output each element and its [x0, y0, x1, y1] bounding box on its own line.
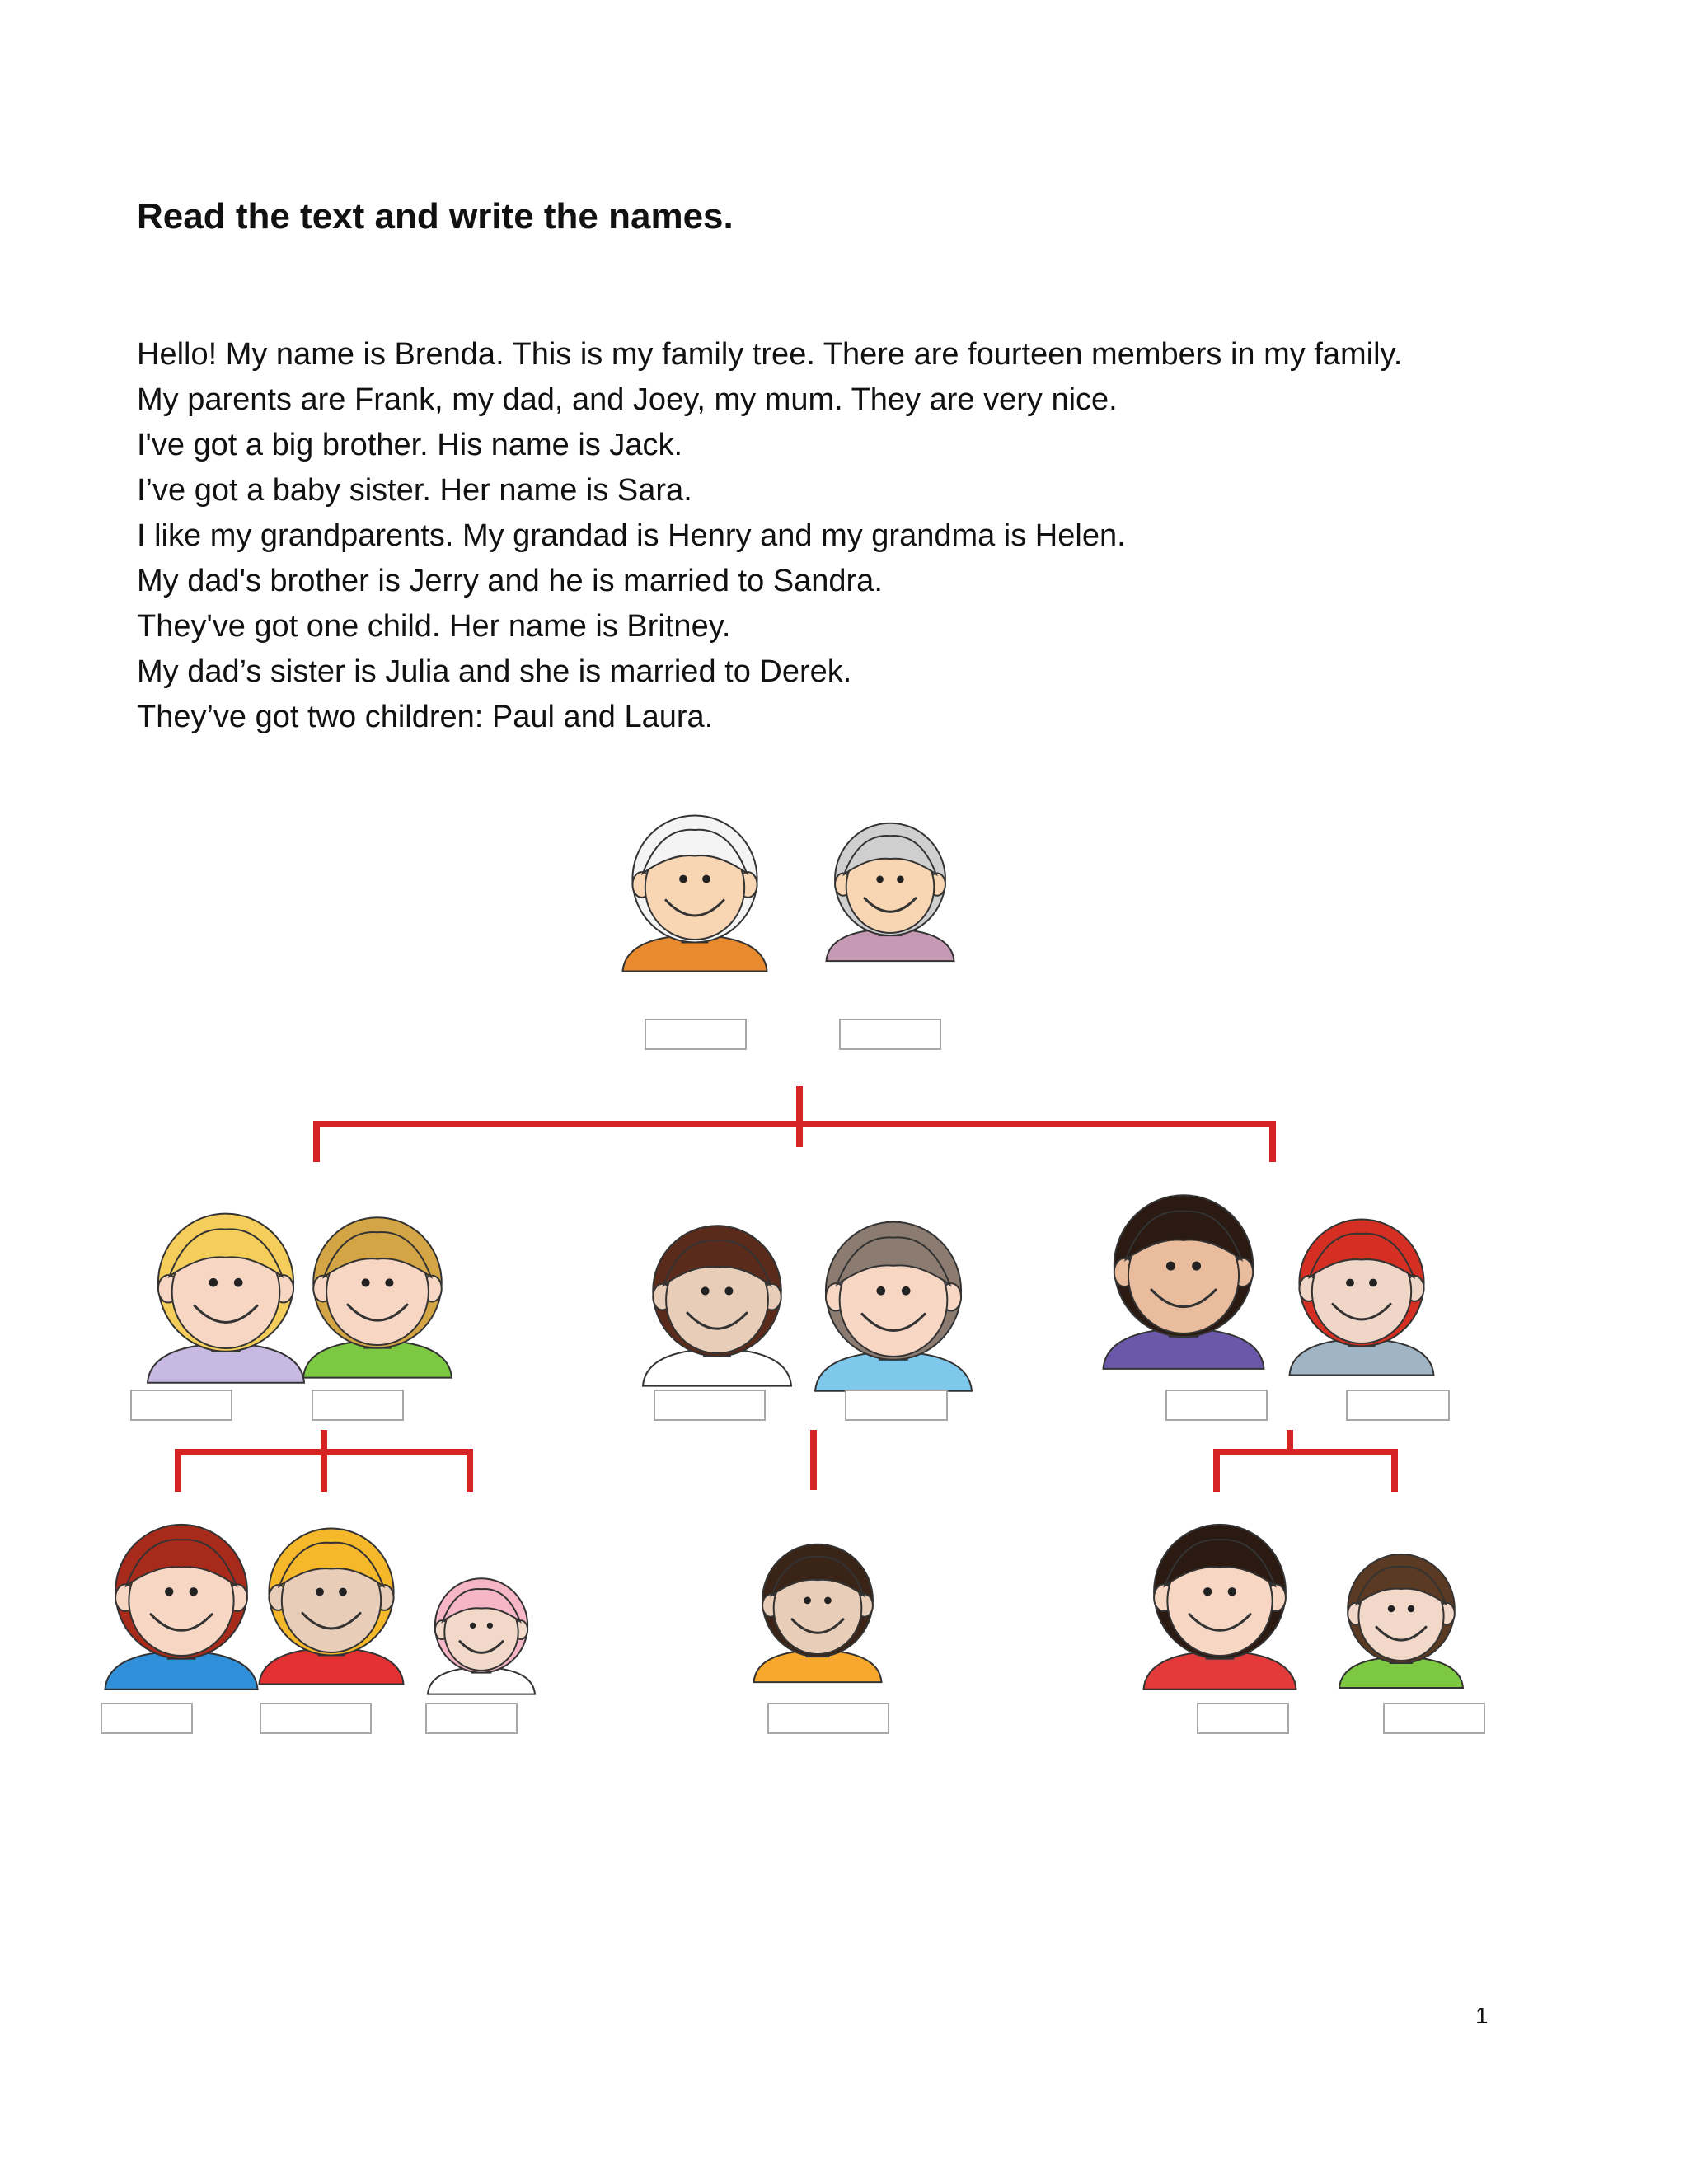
- eye-shape: [487, 1623, 493, 1629]
- worksheet-title: Read the text and write the names.: [137, 196, 734, 237]
- portrait-parent-woman-middle: [643, 1226, 791, 1385]
- story-line: Hello! My name is Brenda. This is my family tree. There are fourteen members in my family.: [137, 337, 1403, 372]
- story-line: My parents are Frank, my dad, and Joey, my mum. They are very nice.: [137, 382, 1118, 417]
- portrait-child-girl-middle: [754, 1544, 882, 1682]
- eye-shape: [190, 1587, 198, 1596]
- story-line: I've got a big brother. His name is Jack.: [137, 428, 683, 462]
- eye-shape: [1408, 1605, 1414, 1612]
- eye-shape: [209, 1278, 218, 1287]
- name-box-parent-woman-middle[interactable]: [654, 1390, 766, 1421]
- tree-portraits: [106, 816, 1464, 1694]
- eye-shape: [234, 1278, 243, 1287]
- eye-shape: [1192, 1262, 1201, 1271]
- name-box-child-boy-left[interactable]: [101, 1703, 193, 1734]
- eye-shape: [1388, 1605, 1395, 1612]
- name-box-parent-man-right[interactable]: [1165, 1390, 1268, 1421]
- name-box-grandfather[interactable]: [645, 1019, 747, 1050]
- story-line: I like my grandparents. My grandad is Henry and my grandma is Helen.: [137, 518, 1126, 553]
- eye-shape: [876, 876, 884, 883]
- eye-shape: [876, 1286, 885, 1296]
- portrait-parent-woman-left: [303, 1217, 452, 1377]
- story-line: I’ve got a baby sister. Her name is Sara.: [137, 473, 692, 508]
- name-box-child-boy-right[interactable]: [1197, 1703, 1289, 1734]
- portrait-child-girl-right: [1339, 1554, 1463, 1688]
- portrait-grandmother: [827, 823, 954, 961]
- name-box-parent-woman-right[interactable]: [1346, 1390, 1450, 1421]
- eye-shape: [702, 875, 710, 883]
- eye-shape: [362, 1278, 370, 1286]
- eye-shape: [902, 1286, 911, 1296]
- portrait-grandfather: [623, 816, 767, 972]
- name-box-child-baby[interactable]: [425, 1703, 518, 1734]
- eye-shape: [1369, 1279, 1377, 1287]
- portrait-child-girl-left: [260, 1529, 404, 1685]
- eye-shape: [1346, 1279, 1354, 1287]
- eye-shape: [824, 1597, 832, 1605]
- eye-shape: [1203, 1587, 1212, 1596]
- portrait-parent-woman-right: [1290, 1220, 1434, 1376]
- eye-shape: [165, 1587, 173, 1596]
- eye-shape: [897, 876, 904, 883]
- name-box-child-girl-right[interactable]: [1383, 1703, 1485, 1734]
- story-line: They've got one child. Her name is Britney.: [137, 609, 731, 644]
- name-box-child-girl-left[interactable]: [260, 1703, 372, 1734]
- story-line: They’ve got two children: Paul and Laura.: [137, 700, 714, 734]
- portrait-child-boy-right: [1144, 1525, 1296, 1690]
- eye-shape: [316, 1588, 324, 1596]
- eye-shape: [724, 1286, 733, 1295]
- name-box-grandmother[interactable]: [839, 1019, 941, 1050]
- portrait-child-baby: [428, 1578, 535, 1694]
- eye-shape: [470, 1623, 476, 1629]
- name-box-child-girl-middle[interactable]: [767, 1703, 889, 1734]
- name-box-parent-woman-left[interactable]: [312, 1390, 404, 1421]
- portrait-parent-man-left: [148, 1214, 304, 1383]
- portrait-parent-man-middle: [815, 1222, 972, 1391]
- eye-shape: [339, 1588, 347, 1596]
- eye-shape: [1228, 1587, 1236, 1596]
- name-box-parent-man-middle[interactable]: [845, 1390, 948, 1421]
- portrait-parent-man-right: [1104, 1195, 1264, 1369]
- eye-shape: [385, 1278, 393, 1286]
- tree-connector-line: [316, 1124, 1273, 1162]
- eye-shape: [679, 875, 687, 883]
- name-box-parent-man-left[interactable]: [130, 1390, 232, 1421]
- story-line: My dad’s sister is Julia and she is married to Derek.: [137, 654, 852, 689]
- story-line: My dad's brother is Jerry and he is married to Sandra.: [137, 564, 883, 598]
- eye-shape: [701, 1286, 710, 1295]
- portrait-child-boy-left: [106, 1525, 258, 1690]
- eye-shape: [804, 1597, 811, 1605]
- tree-connector-line: [1217, 1452, 1395, 1492]
- page-number: 1: [1475, 2003, 1489, 2028]
- eye-shape: [1166, 1262, 1175, 1271]
